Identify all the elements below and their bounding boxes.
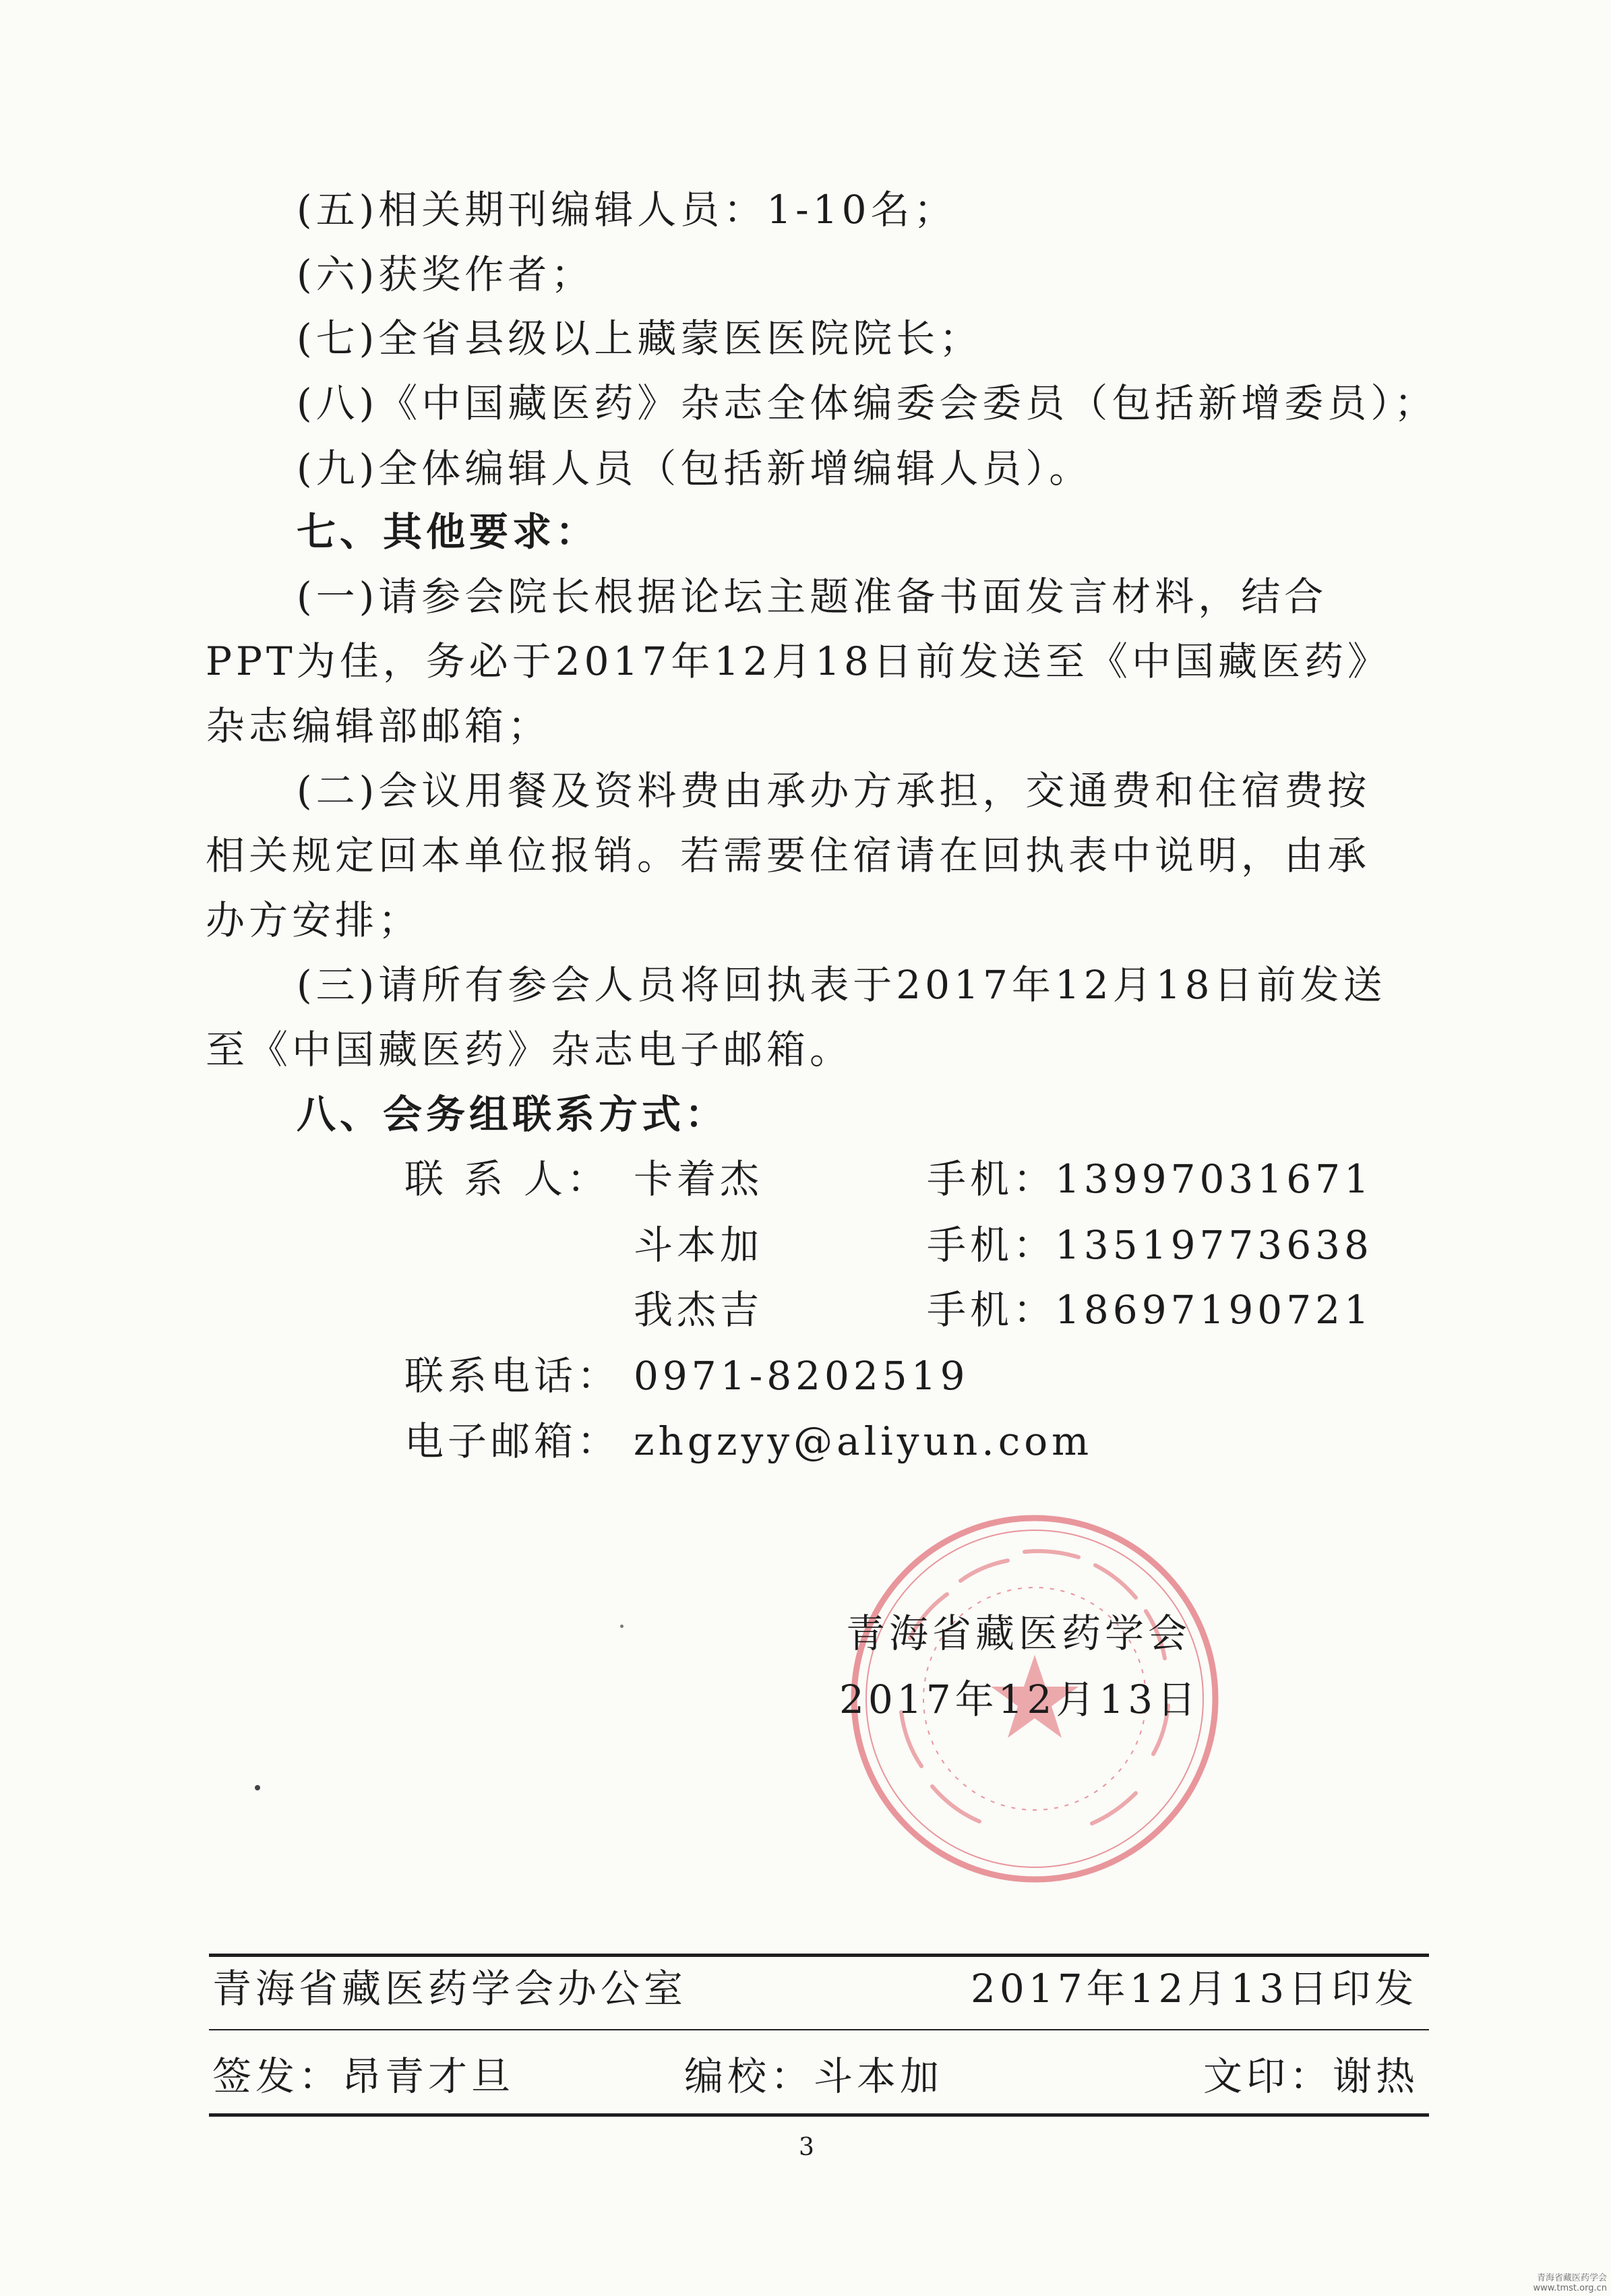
contact-phone: 18697190721 bbox=[1055, 1287, 1373, 1333]
footer-middle-rule bbox=[209, 2029, 1429, 2030]
section-eight-heading: 八、会务组联系方式： bbox=[297, 1091, 729, 1137]
email-label: 电子邮箱： bbox=[404, 1418, 621, 1464]
requirement-one-line1: (一)请参会院长根据论坛主题准备书面发言材料，结合 bbox=[297, 574, 1328, 620]
contact-phone: 13519773638 bbox=[1055, 1222, 1373, 1268]
contact-name: 我杰吉 bbox=[634, 1287, 764, 1333]
item-five: (五)相关期刊编辑人员：1-10名； bbox=[297, 187, 957, 233]
footer-proofreader: 编校：斗本加 bbox=[684, 2053, 944, 2099]
item-six: (六)获奖作者； bbox=[297, 251, 595, 297]
site-watermark bbox=[1533, 2273, 1607, 2293]
contact-phone-label: 手机： bbox=[927, 1156, 1057, 1202]
footer-signer: 签发：昂青才旦 bbox=[212, 2053, 515, 2099]
item-eight: (八)《中国藏医药》杂志全体编委会委员（包括新增委员）； bbox=[297, 380, 1438, 426]
signature-org: 青海省藏医药学会 bbox=[846, 1610, 1192, 1656]
scan-speck bbox=[620, 1625, 624, 1628]
signature-date: 2017年12月13日 bbox=[839, 1676, 1200, 1722]
requirement-two-line2: 相关规定回本单位报销。若需要住宿请在回执表中说明，由承 bbox=[206, 833, 1371, 878]
office-tel-label: 联系电话： bbox=[404, 1353, 621, 1399]
requirement-two-line1: (二)会议用餐及资料费由承办方承担，交通费和住宿费按 bbox=[297, 768, 1371, 814]
footer-office: 青海省藏医药学会办公室 bbox=[212, 1966, 688, 2012]
contact-name: 斗本加 bbox=[634, 1222, 764, 1268]
requirement-one-line3: 杂志编辑部邮箱； bbox=[206, 703, 551, 749]
watermark-line1: 青海省藏医药学会 bbox=[1536, 2273, 1607, 2283]
email-address: zhgzyy@aliyun.com bbox=[634, 1418, 1093, 1464]
page-number: 3 bbox=[799, 2134, 814, 2161]
requirement-one-line2: PPT为佳，务必于2017年12月18日前发送至《中国藏医药》 bbox=[206, 638, 1391, 684]
footer-bottom-rule bbox=[209, 2113, 1429, 2117]
contact-phone: 13997031671 bbox=[1055, 1156, 1373, 1202]
footer-issued-date: 2017年12月13日印发 bbox=[971, 1966, 1418, 2012]
contact-name: 卡着杰 bbox=[634, 1156, 764, 1202]
item-nine: (九)全体编辑人员（包括新增编辑人员）。 bbox=[297, 446, 1093, 491]
section-seven-heading: 七、其他要求： bbox=[297, 509, 599, 555]
contact-phone-label: 手机： bbox=[927, 1222, 1057, 1268]
watermark-line2: www.tmst.org.cn bbox=[1533, 2283, 1607, 2293]
requirement-two-line3: 办方安排； bbox=[206, 897, 422, 943]
item-seven: (七)全省县级以上藏蒙医医院院长； bbox=[297, 315, 983, 361]
contact-person-label: 联 系 人： bbox=[404, 1156, 610, 1202]
scan-speck bbox=[255, 1785, 260, 1790]
contact-phone-label: 手机： bbox=[927, 1287, 1057, 1333]
footer-top-rule bbox=[209, 1954, 1429, 1957]
footer-printer: 文印：谢热 bbox=[1203, 2053, 1420, 2099]
requirement-three-line1: (三)请所有参会人员将回执表于2017年12月18日前发送 bbox=[297, 962, 1387, 1008]
requirement-three-line2: 至《中国藏医药》杂志电子邮箱。 bbox=[206, 1027, 853, 1073]
office-tel: 0971-8202519 bbox=[634, 1353, 969, 1399]
